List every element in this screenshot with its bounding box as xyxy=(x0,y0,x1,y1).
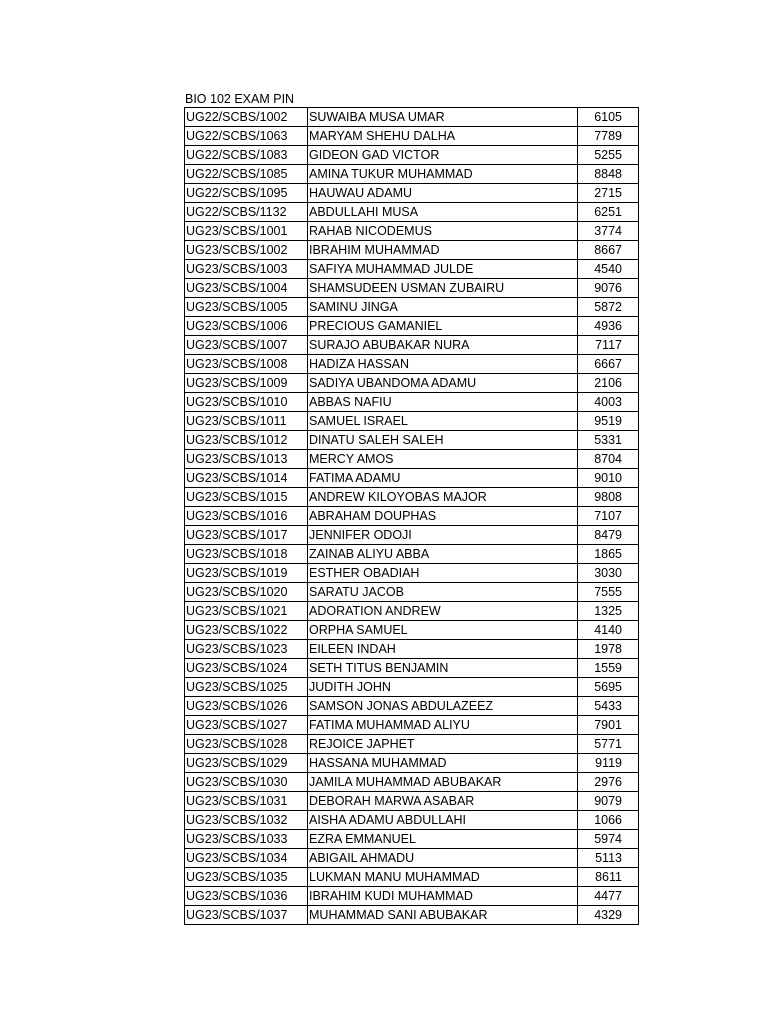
student-name-cell: HAUWAU ADAMU xyxy=(308,184,578,203)
table-row xyxy=(185,317,639,336)
exam-pin-cell: 3774 xyxy=(578,222,639,241)
exam-pin-cell: 7901 xyxy=(578,716,639,735)
exam-pin-cell: 6667 xyxy=(578,355,639,374)
student-name-cell: DINATU SALEH SALEH xyxy=(308,431,578,450)
student-name-cell: SAMSON JONAS ABDULAZEEZ xyxy=(308,697,578,716)
exam-pin-cell: 8704 xyxy=(578,450,639,469)
student-name-cell: SHAMSUDEEN USMAN ZUBAIRU xyxy=(308,279,578,298)
exam-pin-cell: 1865 xyxy=(578,545,639,564)
exam-pin-cell: 5433 xyxy=(578,697,639,716)
exam-pin-cell: 5695 xyxy=(578,678,639,697)
table-row xyxy=(185,697,639,716)
registration-number-cell: UG23/SCBS/1019 xyxy=(185,564,308,583)
table-row xyxy=(185,716,639,735)
table-row xyxy=(185,184,639,203)
registration-number-cell: UG23/SCBS/1014 xyxy=(185,469,308,488)
table-row xyxy=(185,735,639,754)
student-name-cell: PRECIOUS GAMANIEL xyxy=(308,317,578,336)
table-row xyxy=(185,108,639,127)
registration-number-cell: UG23/SCBS/1032 xyxy=(185,811,308,830)
table-row xyxy=(185,545,639,564)
exam-pin-cell: 7117 xyxy=(578,336,639,355)
student-name-cell: MARYAM SHEHU DALHA xyxy=(308,127,578,146)
registration-number-cell: UG23/SCBS/1004 xyxy=(185,279,308,298)
student-name-cell: DEBORAH MARWA ASABAR xyxy=(308,792,578,811)
exam-pin-cell: 4477 xyxy=(578,887,639,906)
student-name-cell: RAHAB NICODEMUS xyxy=(308,222,578,241)
registration-number-cell: UG23/SCBS/1033 xyxy=(185,830,308,849)
table-row xyxy=(185,602,639,621)
exam-pin-cell: 5872 xyxy=(578,298,639,317)
exam-pin-table xyxy=(184,107,639,925)
exam-pin-cell: 7789 xyxy=(578,127,639,146)
registration-number-cell: UG23/SCBS/1016 xyxy=(185,507,308,526)
exam-pin-cell: 7555 xyxy=(578,583,639,602)
student-name-cell: REJOICE JAPHET xyxy=(308,735,578,754)
student-name-cell: EZRA EMMANUEL xyxy=(308,830,578,849)
exam-pin-cell: 4936 xyxy=(578,317,639,336)
exam-pin-cell: 1325 xyxy=(578,602,639,621)
student-name-cell: SAMUEL ISRAEL xyxy=(308,412,578,431)
table-row xyxy=(185,165,639,184)
exam-pin-cell: 5331 xyxy=(578,431,639,450)
table-row xyxy=(185,279,639,298)
student-name-cell: ADORATION ANDREW xyxy=(308,602,578,621)
student-name-cell: ZAINAB ALIYU ABBA xyxy=(308,545,578,564)
exam-pin-table-body xyxy=(185,108,639,925)
exam-pin-cell: 5255 xyxy=(578,146,639,165)
student-name-cell: MUHAMMAD SANI ABUBAKAR xyxy=(308,906,578,925)
student-name-cell: FATIMA MUHAMMAD ALIYU xyxy=(308,716,578,735)
table-row xyxy=(185,488,639,507)
registration-number-cell: UG23/SCBS/1027 xyxy=(185,716,308,735)
exam-pin-cell: 8667 xyxy=(578,241,639,260)
registration-number-cell: UG23/SCBS/1022 xyxy=(185,621,308,640)
registration-number-cell: UG22/SCBS/1095 xyxy=(185,184,308,203)
table-row xyxy=(185,222,639,241)
student-name-cell: EILEEN INDAH xyxy=(308,640,578,659)
table-row xyxy=(185,906,639,925)
table-row xyxy=(185,773,639,792)
table-row xyxy=(185,146,639,165)
exam-pin-cell: 9119 xyxy=(578,754,639,773)
table-row xyxy=(185,374,639,393)
exam-pin-cell: 5113 xyxy=(578,849,639,868)
exam-pin-cell: 5771 xyxy=(578,735,639,754)
table-row xyxy=(185,412,639,431)
registration-number-cell: UG23/SCBS/1009 xyxy=(185,374,308,393)
student-name-cell: SADIYA UBANDOMA ADAMU xyxy=(308,374,578,393)
student-name-cell: ABIGAIL AHMADU xyxy=(308,849,578,868)
table-row xyxy=(185,583,639,602)
table-row xyxy=(185,469,639,488)
exam-pin-cell: 3030 xyxy=(578,564,639,583)
table-row xyxy=(185,450,639,469)
student-name-cell: SARATU JACOB xyxy=(308,583,578,602)
student-name-cell: SUWAIBA MUSA UMAR xyxy=(308,108,578,127)
exam-pin-cell: 4329 xyxy=(578,906,639,925)
exam-pin-cell: 6251 xyxy=(578,203,639,222)
student-name-cell: SETH TITUS BENJAMIN xyxy=(308,659,578,678)
registration-number-cell: UG22/SCBS/1002 xyxy=(185,108,308,127)
registration-number-cell: UG23/SCBS/1023 xyxy=(185,640,308,659)
registration-number-cell: UG23/SCBS/1018 xyxy=(185,545,308,564)
registration-number-cell: UG23/SCBS/1020 xyxy=(185,583,308,602)
registration-number-cell: UG23/SCBS/1034 xyxy=(185,849,308,868)
exam-pin-cell: 5974 xyxy=(578,830,639,849)
student-name-cell: SAMINU JINGA xyxy=(308,298,578,317)
document-title: BIO 102 EXAM PIN xyxy=(185,92,295,106)
exam-pin-cell: 9076 xyxy=(578,279,639,298)
registration-number-cell: UG23/SCBS/1036 xyxy=(185,887,308,906)
table-row xyxy=(185,849,639,868)
table-row xyxy=(185,336,639,355)
student-name-cell: HASSANA MUHAMMAD xyxy=(308,754,578,773)
registration-number-cell: UG23/SCBS/1030 xyxy=(185,773,308,792)
registration-number-cell: UG23/SCBS/1005 xyxy=(185,298,308,317)
registration-number-cell: UG23/SCBS/1028 xyxy=(185,735,308,754)
student-name-cell: IBRAHIM MUHAMMAD xyxy=(308,241,578,260)
table-row xyxy=(185,811,639,830)
exam-pin-cell: 8848 xyxy=(578,165,639,184)
table-row xyxy=(185,431,639,450)
registration-number-cell: UG23/SCBS/1007 xyxy=(185,336,308,355)
exam-pin-cell: 4140 xyxy=(578,621,639,640)
registration-number-cell: UG23/SCBS/1029 xyxy=(185,754,308,773)
student-name-cell: JUDITH JOHN xyxy=(308,678,578,697)
registration-number-cell: UG23/SCBS/1025 xyxy=(185,678,308,697)
registration-number-cell: UG23/SCBS/1006 xyxy=(185,317,308,336)
student-name-cell: FATIMA ADAMU xyxy=(308,469,578,488)
student-name-cell: HADIZA HASSAN xyxy=(308,355,578,374)
table-row xyxy=(185,868,639,887)
registration-number-cell: UG23/SCBS/1021 xyxy=(185,602,308,621)
table-row xyxy=(185,355,639,374)
student-name-cell: AMINA TUKUR MUHAMMAD xyxy=(308,165,578,184)
table-row xyxy=(185,754,639,773)
exam-pin-cell: 4540 xyxy=(578,260,639,279)
exam-pin-cell: 8611 xyxy=(578,868,639,887)
exam-pin-cell: 9808 xyxy=(578,488,639,507)
exam-pin-cell: 4003 xyxy=(578,393,639,412)
student-name-cell: JAMILA MUHAMMAD ABUBAKAR xyxy=(308,773,578,792)
registration-number-cell: UG22/SCBS/1085 xyxy=(185,165,308,184)
student-name-cell: IBRAHIM KUDI MUHAMMAD xyxy=(308,887,578,906)
table-row xyxy=(185,621,639,640)
exam-pin-cell: 7107 xyxy=(578,507,639,526)
student-name-cell: GIDEON GAD VICTOR xyxy=(308,146,578,165)
table-row xyxy=(185,507,639,526)
registration-number-cell: UG23/SCBS/1012 xyxy=(185,431,308,450)
student-name-cell: SAFIYA MUHAMMAD JULDE xyxy=(308,260,578,279)
table-row xyxy=(185,640,639,659)
exam-pin-cell: 9519 xyxy=(578,412,639,431)
exam-pin-cell: 9010 xyxy=(578,469,639,488)
student-name-cell: ESTHER OBADIAH xyxy=(308,564,578,583)
table-row xyxy=(185,678,639,697)
table-row xyxy=(185,830,639,849)
registration-number-cell: UG23/SCBS/1031 xyxy=(185,792,308,811)
table-row xyxy=(185,564,639,583)
registration-number-cell: UG23/SCBS/1024 xyxy=(185,659,308,678)
registration-number-cell: UG23/SCBS/1011 xyxy=(185,412,308,431)
registration-number-cell: UG23/SCBS/1010 xyxy=(185,393,308,412)
table-row xyxy=(185,792,639,811)
exam-pin-cell: 2715 xyxy=(578,184,639,203)
student-name-cell: ANDREW KILOYOBAS MAJOR xyxy=(308,488,578,507)
table-row xyxy=(185,127,639,146)
exam-pin-cell: 2106 xyxy=(578,374,639,393)
exam-pin-cell: 1559 xyxy=(578,659,639,678)
student-name-cell: ORPHA SAMUEL xyxy=(308,621,578,640)
table-row xyxy=(185,887,639,906)
table-row xyxy=(185,241,639,260)
student-name-cell: LUKMAN MANU MUHAMMAD xyxy=(308,868,578,887)
exam-pin-cell: 1978 xyxy=(578,640,639,659)
exam-pin-cell: 1066 xyxy=(578,811,639,830)
table-row xyxy=(185,203,639,222)
table-row xyxy=(185,260,639,279)
student-name-cell: SURAJO ABUBAKAR NURA xyxy=(308,336,578,355)
registration-number-cell: UG23/SCBS/1002 xyxy=(185,241,308,260)
student-name-cell: MERCY AMOS xyxy=(308,450,578,469)
student-name-cell: ABBAS NAFIU xyxy=(308,393,578,412)
student-name-cell: AISHA ADAMU ABDULLAHI xyxy=(308,811,578,830)
registration-number-cell: UG23/SCBS/1037 xyxy=(185,906,308,925)
exam-pin-cell: 6105 xyxy=(578,108,639,127)
table-row xyxy=(185,659,639,678)
registration-number-cell: UG23/SCBS/1035 xyxy=(185,868,308,887)
registration-number-cell: UG23/SCBS/1026 xyxy=(185,697,308,716)
registration-number-cell: UG23/SCBS/1013 xyxy=(185,450,308,469)
registration-number-cell: UG22/SCBS/1063 xyxy=(185,127,308,146)
student-name-cell: ABRAHAM DOUPHAS xyxy=(308,507,578,526)
registration-number-cell: UG22/SCBS/1083 xyxy=(185,146,308,165)
registration-number-cell: UG23/SCBS/1003 xyxy=(185,260,308,279)
registration-number-cell: UG23/SCBS/1008 xyxy=(185,355,308,374)
table-row xyxy=(185,526,639,545)
registration-number-cell: UG23/SCBS/1015 xyxy=(185,488,308,507)
student-name-cell: JENNIFER ODOJI xyxy=(308,526,578,545)
registration-number-cell: UG22/SCBS/1132 xyxy=(185,203,308,222)
exam-pin-cell: 2976 xyxy=(578,773,639,792)
exam-pin-cell: 8479 xyxy=(578,526,639,545)
table-row xyxy=(185,393,639,412)
registration-number-cell: UG23/SCBS/1017 xyxy=(185,526,308,545)
student-name-cell: ABDULLAHI MUSA xyxy=(308,203,578,222)
exam-pin-cell: 9079 xyxy=(578,792,639,811)
table-row xyxy=(185,298,639,317)
registration-number-cell: UG23/SCBS/1001 xyxy=(185,222,308,241)
